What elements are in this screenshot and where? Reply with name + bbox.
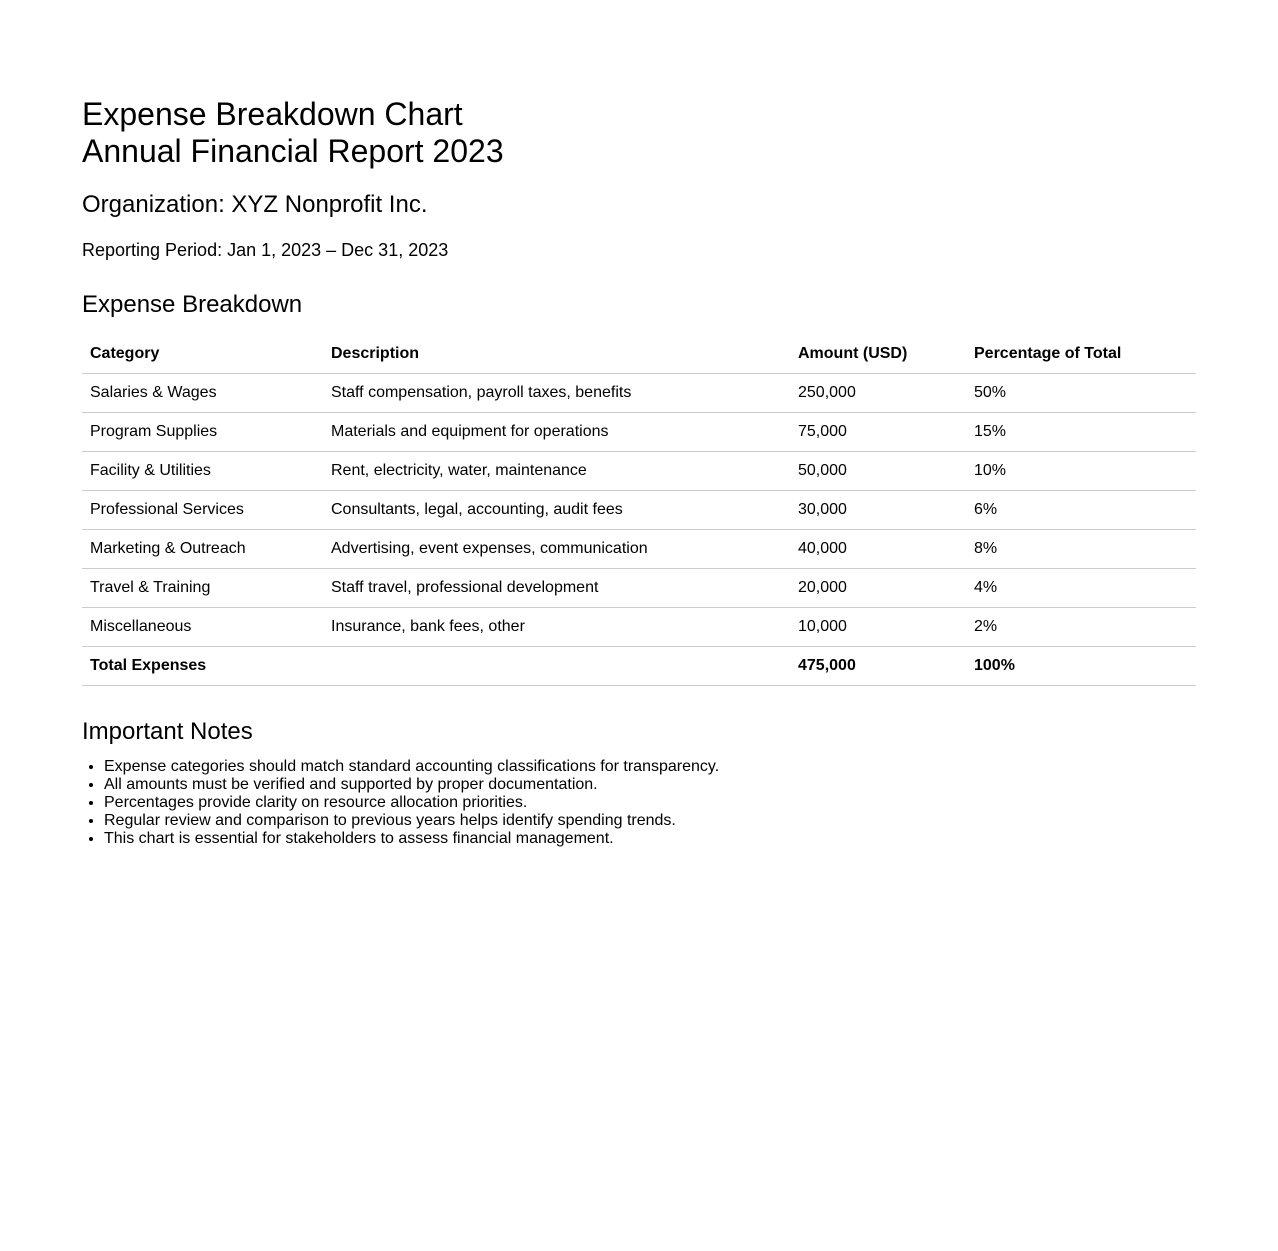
cell-amount: 250,000 bbox=[790, 374, 966, 413]
list-item: • Expense categories should match standard accounting classifications for transparency. bbox=[104, 758, 1196, 776]
cell-amount: 30,000 bbox=[790, 491, 966, 530]
column-header-category: Category bbox=[82, 335, 323, 374]
expense-breakdown-heading: Expense Breakdown bbox=[82, 291, 303, 318]
list-item: • Percentages provide clarity on resource allocation priorities. bbox=[104, 794, 1196, 812]
list-item: • This chart is essential for stakeholders to assess financial management. bbox=[104, 830, 1196, 848]
table-row bbox=[82, 530, 1196, 569]
cell-amount: 20,000 bbox=[790, 569, 966, 608]
table-header-row bbox=[82, 335, 1196, 374]
total-label: Total Expenses bbox=[82, 647, 323, 686]
table-row bbox=[82, 452, 1196, 491]
cell-description: Insurance, bank fees, other bbox=[323, 608, 790, 647]
cell-percentage: 6% bbox=[966, 491, 1196, 530]
notes-list bbox=[82, 758, 1196, 848]
total-description bbox=[323, 647, 790, 686]
cell-percentage: 4% bbox=[966, 569, 1196, 608]
cell-description: Advertising, event expenses, communication bbox=[323, 530, 790, 569]
cell-description: Staff compensation, payroll taxes, benefits bbox=[323, 374, 790, 413]
cell-category: Program Supplies bbox=[82, 413, 323, 452]
list-item: • Regular review and comparison to previous years helps identify spending trends. bbox=[104, 812, 1196, 830]
cell-amount: 10,000 bbox=[790, 608, 966, 647]
cell-category: Marketing & Outreach bbox=[82, 530, 323, 569]
page-title bbox=[82, 96, 1196, 170]
cell-percentage: 8% bbox=[966, 530, 1196, 569]
cell-category: Facility & Utilities bbox=[82, 452, 323, 491]
total-row bbox=[82, 647, 1196, 686]
cell-description: Materials and equipment for operations bbox=[323, 413, 790, 452]
cell-category: Salaries & Wages bbox=[82, 374, 323, 413]
table-row bbox=[82, 374, 1196, 413]
cell-category: Miscellaneous bbox=[82, 608, 323, 647]
table-row bbox=[82, 608, 1196, 647]
cell-description: Staff travel, professional development bbox=[323, 569, 790, 608]
cell-amount: 50,000 bbox=[790, 452, 966, 491]
table-row bbox=[82, 413, 1196, 452]
expense-table bbox=[82, 335, 1196, 686]
column-header-percentage: Percentage of Total bbox=[966, 335, 1196, 374]
table-row bbox=[82, 569, 1196, 608]
cell-percentage: 2% bbox=[966, 608, 1196, 647]
cell-description: Rent, electricity, water, maintenance bbox=[323, 452, 790, 491]
cell-category: Professional Services bbox=[82, 491, 323, 530]
cell-percentage: 10% bbox=[966, 452, 1196, 491]
cell-amount: 40,000 bbox=[790, 530, 966, 569]
total-percentage: 100% bbox=[966, 647, 1196, 686]
column-header-description: Description bbox=[323, 335, 790, 374]
cell-category: Travel & Training bbox=[82, 569, 323, 608]
title-line-2: Annual Financial Report 2023 bbox=[82, 133, 504, 169]
important-notes-heading: Important Notes bbox=[82, 718, 253, 745]
organization-heading: Organization: XYZ Nonprofit Inc. bbox=[82, 191, 428, 218]
reporting-period: Reporting Period: Jan 1, 2023 – Dec 31, 2023 bbox=[82, 240, 449, 260]
title-line-1: Expense Breakdown Chart bbox=[82, 96, 463, 132]
table-row bbox=[82, 491, 1196, 530]
cell-amount: 75,000 bbox=[790, 413, 966, 452]
total-amount: 475,000 bbox=[790, 647, 966, 686]
list-item: • All amounts must be verified and supported by proper documentation. bbox=[104, 776, 1196, 794]
cell-percentage: 15% bbox=[966, 413, 1196, 452]
cell-description: Consultants, legal, accounting, audit fees bbox=[323, 491, 790, 530]
column-header-amount: Amount (USD) bbox=[790, 335, 966, 374]
cell-percentage: 50% bbox=[966, 374, 1196, 413]
